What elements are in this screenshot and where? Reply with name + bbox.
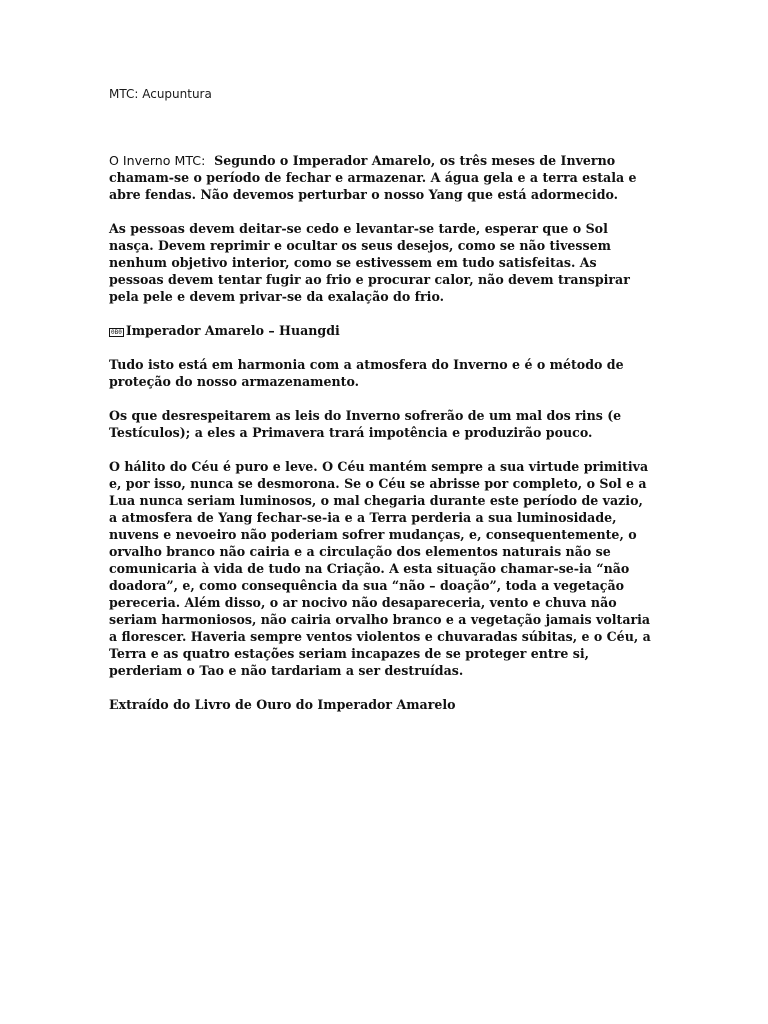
paragraph-harmony: Tudo isto está em harmonia com a atmosfera do Inverno e é o método de proteção do nosso armazenamento. <box>109 357 624 389</box>
paragraph-habits: As pessoas devem deitar-se cedo e levantar-se tarde, esperar que o Sol nasça. Devem reprimir e ocultar os seus desejos, como se não tivessem nenhum objetivo interior, como se estivessem em tudo satisfeitas. As pessoas devem tentar fugir ao frio e procurar calor, não devem transpirar pela pele e devem privar-se da exalação do frio. <box>109 221 630 304</box>
paragraph-heaven: O hálito do Céu é puro e leve. O Céu mantém sempre a sua virtude primitiva e, por isso, nunca se desmorona. Se o Céu se abrisse por completo, o Sol e a Lua nunca seriam luminosos, o mal chegaria durante este período de vazio, a atmosfera de Yang fechar-se-ia e a Terra perderia a sua luminosidade, nuvens e nevoeiro não poderiam sofrer mudanças, e, consequentemente, o orvalho branco não cairia e a circulação dos elementos naturais não se comunicaria à vida de tudo na Criação. A esta situação chamar-se-ia “não doadora”, e, como consequência da sua “não – doação”, toda a vegetação pereceria. Além disso, o ar nocivo não desapareceria, vento e chuva não seriam harmoniosos, não cairia orvalho branco e a vegetação jamais voltaria a florescer. Haveria sempre ventos violentos e chuvaradas súbitas, e o Céu, a Terra e as quatro estações seriam incapazes de se proteger entre si, perderiam o Tao e não tardariam a ser destruídas. <box>109 459 651 678</box>
intro-label: O Inverno MTC: <box>109 153 206 168</box>
missing-glyph-icon: 0B0 <box>111 329 122 336</box>
document-body <box>109 152 654 730</box>
paragraph-source: Extraído do Livro de Ouro do Imperador Amarelo <box>109 697 456 712</box>
document-header: MTC: Acupuntura <box>109 87 212 101</box>
paragraph-attribution <box>109 322 654 339</box>
paragraph-intro-text: Segundo o Imperador Amarelo, os três meses de Inverno chamam-se o período de fechar e armazenar. A água gela e a terra estala e abre fendas. Não devemos perturbar o nosso Yang que está adormecido. <box>109 153 637 202</box>
paragraph-warning: Os que desrespeitarem as leis do Inverno sofrerão de um mal dos rins (e Testículos); a eles a Primavera trará impotência e produzirão pouco. <box>109 408 622 440</box>
attribution-text: Imperador Amarelo – Huangdi <box>125 323 340 338</box>
paragraph-intro <box>109 152 654 203</box>
